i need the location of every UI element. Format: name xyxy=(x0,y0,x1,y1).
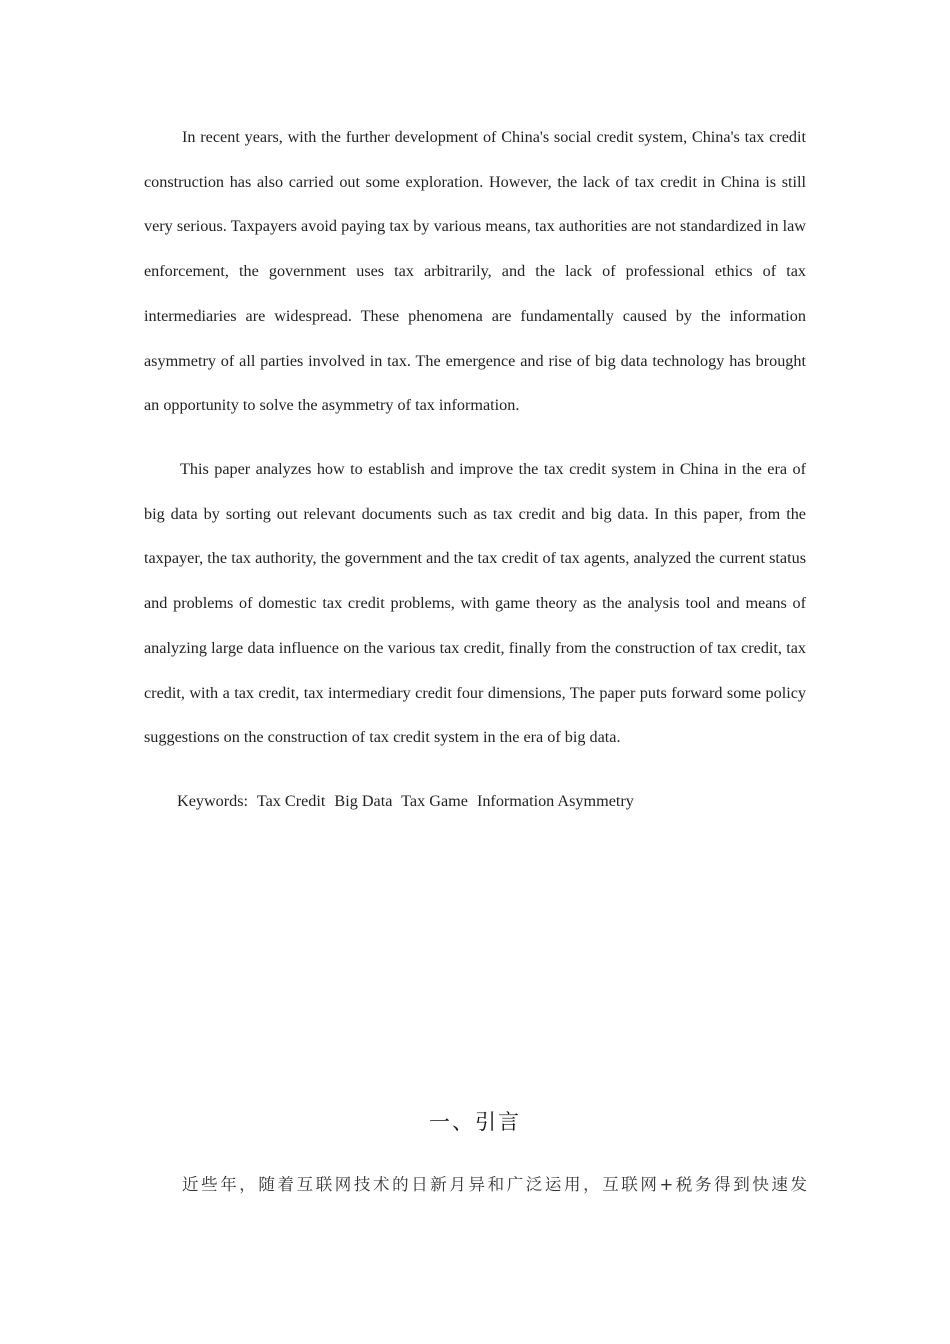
keyword-item: Big Data xyxy=(334,792,393,810)
section-heading-introduction: 一、引言 xyxy=(429,1110,521,1134)
keyword-item: Tax Credit xyxy=(256,792,326,810)
keywords-line xyxy=(177,779,639,823)
keyword-item: Information Asymmetry xyxy=(476,792,634,810)
introduction-paragraph: 近些年，随着互联网技术的日新月异和广泛运用，互联网+税务得到快速发 xyxy=(182,1175,810,1194)
abstract-paragraph-1: In recent years, with the further development of China's social credit system, China's tax credit construction has also carried out some exploration. However, the lack of tax credit in China is still very serious. Taxpayers avoid paying tax by various means, tax authorities are not standardized in law enforcement, the government uses tax arbitrarily, and the lack of professional ethics of tax intermediaries are widespread. These phenomena are fundamentally caused by the information asymmetry of all parties involved in tax. The emergence and rise of big data technology has brought an opportunity to solve the asymmetry of tax information. xyxy=(144,128,806,415)
keyword-item: Tax Game xyxy=(401,792,468,810)
abstract-paragraph-2: This paper analyzes how to establish and improve the tax credit system in China in the era of big data by sorting out relevant documents such as tax credit and big data. In this paper, from the taxpayer, the tax authority, the government and the tax credit of tax agents, analyzed the current status and problems of domestic tax credit problems, with game theory as the analysis tool and means of analyzing large data influence on the various tax credit, finally from the construction of tax credit, tax credit, with a tax credit, tax intermediary credit four dimensions, The paper puts forward some policy suggestions on the construction of tax credit system in the era of big data. xyxy=(144,460,806,747)
keywords-label: Keywords: xyxy=(177,792,249,810)
